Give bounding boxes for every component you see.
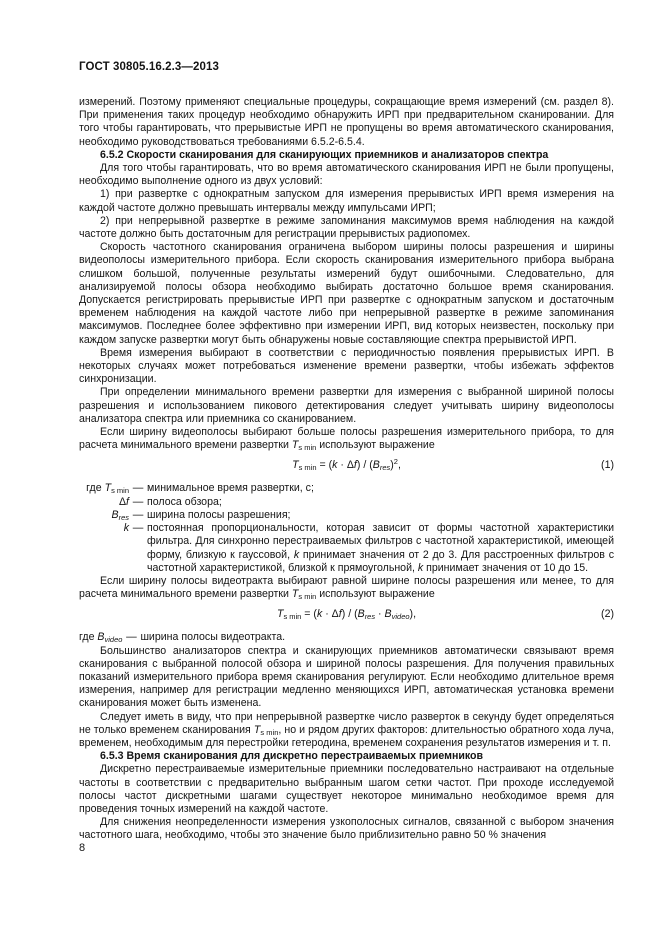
list-item-condition-2: 2) при непрерывной развертке в режиме запоминания максимумов время наблюдения на каждой частоте должно быть достаточным для регистрации прерывистых радиопомех. xyxy=(79,214,614,241)
definition-item: где $B_{video}$ — ширина полосы видеотракта. xyxy=(79,631,286,645)
paragraph: Для того чтобы гарантировать, что во время автоматического сканирования ИРП не были пропущены, необходимо выполнение одного из двух условий: xyxy=(79,162,614,188)
paragraph: Если ширину полосы видеотракта выбирают равной ширине полосы разрешения или менее, то для расчета минимального времени развертки $T_{s min}$ используют выражение xyxy=(79,574,614,602)
definition-item: k — постоянная пропорциональности, которая зависит от формы частотной характеристики фильтра. Для синхронно перестраиваемых фильтров с частотной характеристикой, имеющей форму, близкую к гауссовой, k принимает значения от 2 до 3. Для расстроенных фильтров с частотной характеристикой, близкой к прямоугольной, k принимает значения от 10 до 15. xyxy=(123,522,614,574)
page-number: 8 xyxy=(79,842,86,854)
formula-2-number: (2) xyxy=(601,608,614,621)
list-item-condition-1: 1) при развертке с однократным запуском для измерения прерывистых ИРП время измерения на каждой частоте должно превышать интервалы между импульсами ИРП; xyxy=(79,188,614,214)
paragraph: Если ширину видеополосы выбирают больше полосы разрешения измерительного прибора, то для расчета минимального времени развертки $T_{s min}$ используют выражение xyxy=(79,426,614,453)
paragraph: Большинство анализаторов спектра и сканирующих приемников автоматически связывают время сканирования с выбранной полосой обзора и шириной полосы разрешения. Для получения правильных показаний измерительного прибора время сканирования регулируют. Если необходимо длительное время измерения, например для регистрации медленно меняющихся ИРП, автоматическая установка времени сканирования может быть изменена. xyxy=(79,644,614,710)
formula-2-expression: $T_{s min} = (k \cdot \Delta f) / (B_{res} \cdot B_{video})$, xyxy=(276,608,417,622)
page-body xyxy=(79,96,614,843)
section-heading-6-5-3: 6.5.3 Время сканирования для дискретно перестраиваемых приемников xyxy=(100,750,484,763)
section-heading-6-5-2: 6.5.2 Скорости сканирования для сканирующих приемников и анализаторов спектра xyxy=(100,148,549,161)
paragraph: Дискретно перестраиваемые измерительные приемники последовательно настраивают на отдельные частоты в соответствии с предварительно выбранным шагом сетки частот. При проходе исследуемой полосы частот дискретными шагами существует некоторое минимально необходимое время для проведения точных измерений на каждой частоте. xyxy=(79,763,614,815)
definition-item: $B_{res}$ — ширина полосы разрешения; xyxy=(111,508,291,522)
definition-item: Δf — полоса обзора; xyxy=(118,495,222,508)
formula-1 xyxy=(79,454,614,478)
page-header: ГОСТ 30805.16.2.3—2013 xyxy=(79,61,219,73)
paragraph-intro: измерений. Поэтому применяют специальные процедуры, сокращающие время измерений (см. раздел 8). При применения таких процедур необходимо обнаружить ИРП при предварительном сканировании. Для того чтобы гарантировать, что прерывистые ИРП не пропущены во время автоматического сканирования, необходимо руководствоваться требованиями 6.5.2-6.5.4. xyxy=(79,96,614,148)
paragraph: Время измерения выбирают в соответствии с периодичностью появления прерывистых ИРП. В некоторых случаях может потребоваться изменение времени развертки, чтобы избежать эффектов синхронизации. xyxy=(79,346,614,386)
formula-2 xyxy=(79,603,614,627)
definitions-list-2 xyxy=(79,631,614,644)
paragraph: Скорость частотного сканирования ограничена выбором ширины полосы разрешения и ширины видеополосы измерительного прибора. Если скорость сканирования измерительного прибора выбрана слишком большой, полученные результаты измерений будут ошибочными. Следовательно, для анализируемой полосы обзора необходимо выбирать достаточно большое время сканирования. Допускается регистрировать прерывистые ИРП при развертке с однократным запуском и достаточным временем наблюдения на каждой частоте либо при непрерывной развертке в режиме запоминания максимумов. Последнее более эффективно при измерении ИРП, вид которых неизвестен, поскольку при каждом запуске развертки могут быть обнаружены новые составляющие спектра прерывистой ИРП. xyxy=(79,241,614,346)
formula-1-expression: $T_{s min} = (k \cdot \Delta f) / (B_{res})^2$, xyxy=(292,457,401,473)
paragraph: При определении минимального времени развертки для измерения с выбранной шириной полосы разрешения и использованием пикового детектирования следует учитывать ширину видеополосы анализатора спектра или приемника со сканированием. xyxy=(79,386,614,425)
definition-item: где $T_{s min}$ — минимальное время развертки, с; xyxy=(86,482,314,496)
formula-1-number: (1) xyxy=(601,459,614,472)
paragraph: Следует иметь в виду, что при непрерывной развертке число разверток в секунду будет определяться не только временем сканирования $T_{s min}$, но и рядом других факторов: длительностью обратного хода луча, временем, необходимым для перестройки гетеродина, временем сохранения результатов измерения и т. п. xyxy=(79,710,615,749)
definitions-list-1 xyxy=(79,482,614,574)
paragraph: Для снижения неопределенности измерения узкополосных сигналов, связанной с выбором значения частотного шага, необходимо, чтобы это значение было приблизительно равно 50 % значения xyxy=(79,816,614,842)
